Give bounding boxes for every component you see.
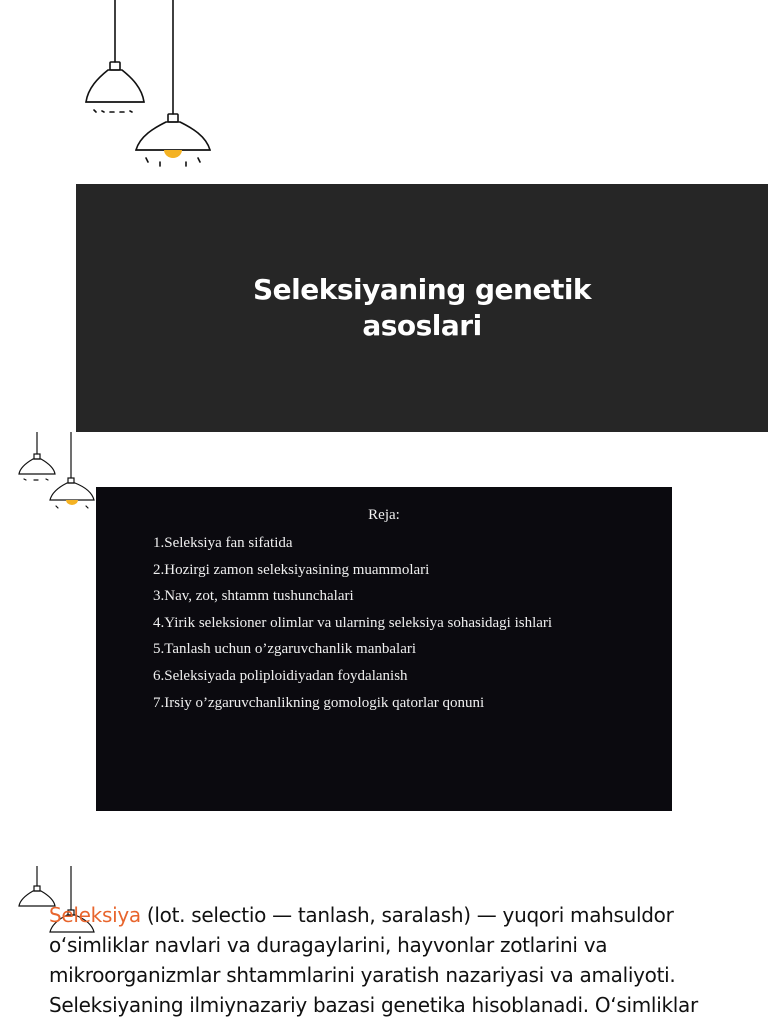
plan-item: 6.Seleksiyada poliploidiyadan foydalanish [153, 667, 408, 684]
highlighted-term: Seleksiya [49, 903, 141, 927]
title-slide [76, 184, 768, 432]
plan-heading: Reja: [368, 507, 400, 523]
plan-item: 5.Tanlash uchun o’zgaruvchanlik manbalari [153, 641, 417, 658]
definition-text: (lot. selectio — tanlash, saralash) — yuqori mahsuldor oʻsimliklar navlari va duragaylarini, hayvonlar zotlarini va mikroorganizmlar shtammlarini yaratish nazariyasi va amaliyoti. Seleksiyaning ilmiynazariy bazasi genetika hisoblanadi. Oʻsimliklar [49, 903, 698, 1017]
plan-item: 3.Nav, zot, shtamm tushunchalari [153, 588, 354, 605]
plan-item: 7.Irsiy o’zgaruvchanlikning gomologik qatorlar qonuni [153, 694, 485, 711]
pendant-lamp-small-icon [16, 432, 100, 512]
plan-slide [96, 487, 672, 811]
definition-paragraph [49, 900, 749, 1020]
slide-title: Seleksiyaning genetik asoslari [252, 273, 592, 342]
plan-item: 4.Yirik seleksioner olimlar va ularning seleksiya sohasidagi ishlari [153, 614, 553, 631]
pendant-lamp-large-icon [80, 0, 220, 170]
plan-item: 2.Hozirgi zamon seleksiyasining muammolari [153, 561, 430, 578]
plan-list [153, 533, 552, 719]
plan-item: 1.Seleksiya fan sifatida [153, 535, 293, 551]
